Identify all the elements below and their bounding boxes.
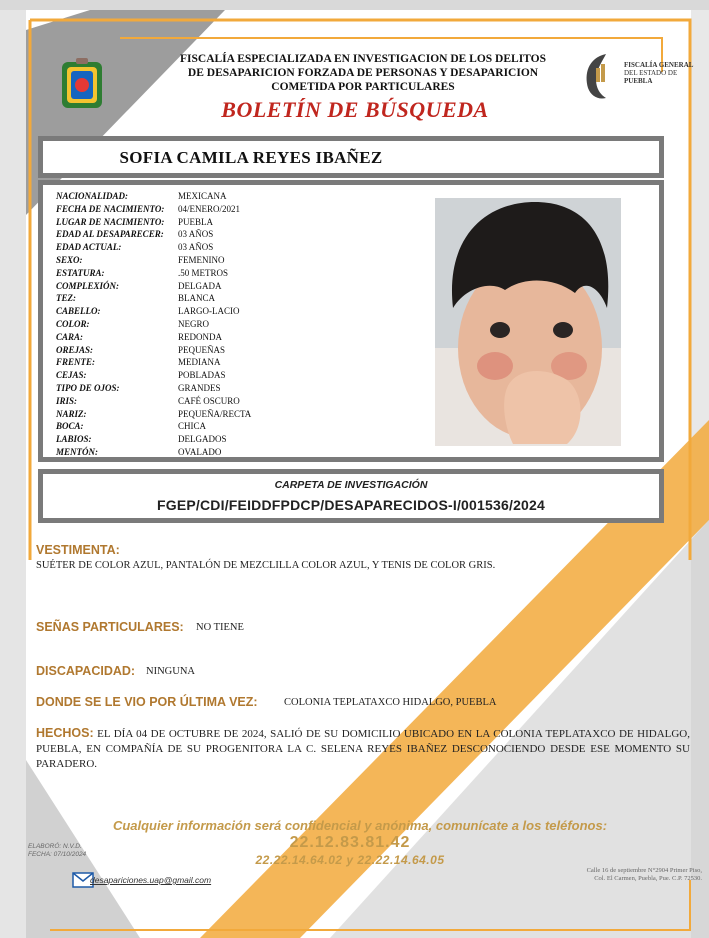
detail-label: NARIZ: xyxy=(56,408,87,419)
elaboration-info xyxy=(28,843,86,859)
detail-value: DELGADOS xyxy=(178,434,227,445)
elaborated-by: ELABORÓ: N.V.D. xyxy=(28,843,82,850)
detail-value: NEGRO xyxy=(178,319,209,329)
confidential-message: Cualquier información será confidencial y anónima, comunícate a los teléfonos: xyxy=(112,818,608,833)
detail-label: ESTATURA: xyxy=(56,267,105,278)
detail-label: MENTÓN: xyxy=(56,447,98,457)
agency-heading-line-3: COMETIDA POR PARTICULARES xyxy=(271,81,455,93)
detail-label: IRIS: xyxy=(56,395,78,406)
fge-text-line-1: FISCALÍA GENERAL xyxy=(624,61,694,69)
detail-label: SEXO: xyxy=(56,255,83,265)
detail-value: PUEBLA xyxy=(178,216,214,227)
detail-value: OVALADO xyxy=(178,447,222,457)
detail-label: FRENTE: xyxy=(56,357,96,368)
detail-value: CHICA xyxy=(178,421,207,432)
detail-value: DELGADA xyxy=(178,280,222,291)
detail-label: LABIOS: xyxy=(56,434,92,445)
detail-value: GRANDES xyxy=(178,383,221,393)
detail-value: 03 AÑOS xyxy=(178,229,214,240)
detail-label: COLOR: xyxy=(56,319,90,329)
address-line-2: Col. El Carmen, Puebla, Pue. C.P. 72530. xyxy=(594,875,702,882)
detail-value: FEMENINO xyxy=(178,255,225,265)
alternate-phone-numbers[interactable]: 22.22.14.64.02 y 22.22.14.64.05 xyxy=(255,853,445,867)
agency-heading xyxy=(150,52,576,94)
senas-label: SEÑAS PARTICULARES: xyxy=(36,620,184,634)
hechos-label: HECHOS: xyxy=(36,726,94,740)
discapacidad-text: NINGUNA xyxy=(146,666,195,677)
detail-value: PEQUEÑAS xyxy=(178,344,226,355)
fiscalia-general-logo-icon xyxy=(582,50,610,102)
puebla-state-seal-icon xyxy=(60,58,104,112)
vestimenta-label: VESTIMENTA: xyxy=(36,543,120,557)
detail-label: TIPO DE OJOS: xyxy=(56,383,120,393)
detail-label: OREJAS: xyxy=(56,344,94,355)
detail-value: 03 AÑOS xyxy=(178,242,214,253)
detail-label: NACIONALIDAD: xyxy=(56,191,129,201)
discapacidad-label: DISCAPACIDAD: xyxy=(36,664,136,678)
detail-label: CEJAS: xyxy=(56,370,87,381)
detail-value: REDONDA xyxy=(178,331,222,342)
fge-text-line-2: DEL ESTADO DE xyxy=(624,69,678,77)
elaboration-date: FECHA: 07/10/2024 xyxy=(28,851,87,858)
agency-heading-line-2: DE DESAPARICION FORZADA DE PERSONAS Y DESAPARICION xyxy=(187,67,539,79)
hechos-text: EL DÍA 04 DE OCTUBRE DE 2024, SALIÓ DE SU DOMICILIO UBICADO EN LA COLONIA TEPLATAXCO DE HIDALGO, PUEBLA, EN COMPAÑÍA DE SU PROGENITORA LA C. SELENA REYES IBAÑEZ DESCONOCIENDO DESDE ESE MOMENTO SU PARADERO. xyxy=(36,728,691,770)
main-phone-number[interactable]: 22.12.83.81.42 xyxy=(289,834,411,851)
office-address xyxy=(502,867,702,883)
detail-label: CABELLO: xyxy=(56,306,101,317)
detail-value: MEDIANA xyxy=(178,357,221,368)
contact-email-link[interactable]: desapariciones.uap@gmail.com xyxy=(90,875,212,885)
detail-label: CARA: xyxy=(56,331,84,342)
detail-label: BOCA: xyxy=(56,421,84,432)
detail-label: LUGAR DE NACIMIENTO: xyxy=(56,216,165,227)
missing-person-name: SOFIA CAMILA REYES IBAÑEZ xyxy=(119,148,383,167)
detail-value: BLANCA xyxy=(178,293,216,304)
detail-value: POBLADAS xyxy=(178,370,226,381)
ultima-vez-text: COLONIA TEPLATAXCO HIDALGO, PUEBLA xyxy=(284,697,497,708)
detail-value: 04/ENERO/2021 xyxy=(178,203,240,214)
hechos-block xyxy=(36,726,690,772)
detail-value: MEXICANA xyxy=(178,191,227,201)
detail-value: CAFÉ OSCURO xyxy=(178,395,240,406)
agency-heading-line-1: FISCALÍA ESPECIALIZADA EN INVESTIGACION DE LOS DELITOS xyxy=(180,53,546,65)
detail-value: PEQUEÑA/RECTA xyxy=(178,408,252,419)
detail-label: FECHA DE NACIMIENTO: xyxy=(56,203,165,214)
carpeta-label: CARPETA DE INVESTIGACIÓN xyxy=(274,479,428,491)
detail-label: TEZ: xyxy=(56,293,76,304)
detail-value: LARGO-LACIO xyxy=(178,306,240,317)
bulletin-title: BOLETÍN DE BÚSQUEDA xyxy=(221,97,489,122)
ultima-vez-label: DONDE SE LE VIO POR ÚLTIMA VEZ: xyxy=(36,695,258,709)
carpeta-number: FGEP/CDI/FEIDDFPDCP/DESAPARECIDOS-I/001536/2024 xyxy=(156,497,546,513)
vestimenta-text: SUÉTER DE COLOR AZUL, PANTALÓN DE MEZCLILLA COLOR AZUL, Y TENIS DE COLOR GRIS. xyxy=(36,560,496,571)
fge-text-line-3: PUEBLA xyxy=(624,77,653,85)
fiscalia-general-text xyxy=(624,61,694,85)
missing-person-photo xyxy=(435,198,621,446)
detail-label: EDAD AL DESAPARECER: xyxy=(56,229,164,240)
senas-text: NO TIENE xyxy=(196,622,244,633)
detail-label: COMPLEXIÓN: xyxy=(56,280,120,291)
detail-label: EDAD ACTUAL: xyxy=(56,242,122,253)
address-line-1: Calle 16 de septiembre N°2904 Primer Piso, xyxy=(586,867,702,874)
detail-value: .50 METROS xyxy=(178,267,229,278)
